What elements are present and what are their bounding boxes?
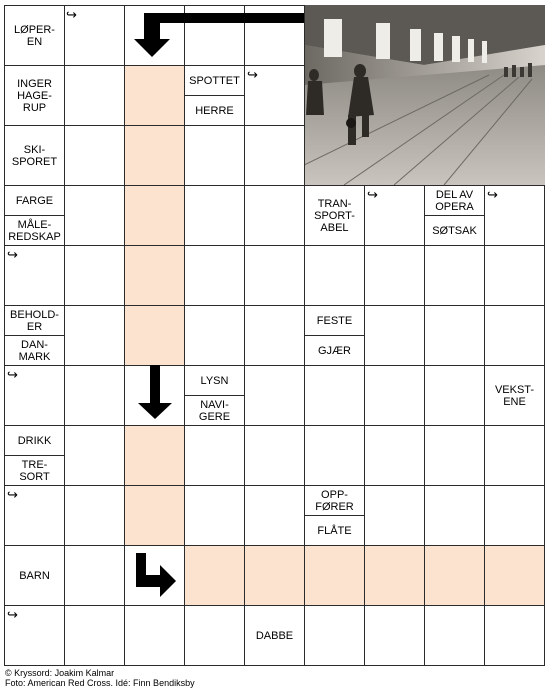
grid-cell[interactable] (424, 245, 485, 306)
clue-c3_6a: LYSN (185, 366, 244, 395)
crossword-grid (4, 5, 545, 665)
grid-cell[interactable] (484, 485, 545, 546)
clue-c0_5a: BEHOLD- ER (5, 306, 64, 335)
clue-c0_3a: FARGE (5, 186, 64, 215)
bowling-photo (304, 5, 545, 185)
clue-c0_1: INGER HAGE- RUP (5, 66, 64, 125)
grid-cell[interactable] (364, 245, 425, 306)
clue-c7_3a: DEL AV OPERA (425, 186, 484, 215)
grid-cell[interactable] (64, 605, 125, 666)
grid-cell[interactable] (244, 425, 305, 486)
grid-cell[interactable] (424, 365, 485, 426)
hook-arrow-icon: ↪ (7, 487, 18, 502)
clue-c0_7a: DRIKK (5, 426, 64, 455)
grid-cell[interactable] (484, 305, 545, 366)
clue-c0_2: SKI- SPORET (5, 126, 64, 185)
grid-cell[interactable] (364, 605, 425, 666)
credit-crossword: © Kryssord: Joakim Kalmar (5, 668, 115, 678)
clue-c5_5b: GJÆR (305, 335, 364, 365)
clue-c3_6b: NAVI- GERE (185, 395, 244, 425)
clue-c7_3b: SØTSAK (425, 215, 484, 245)
grid-cell[interactable] (184, 605, 245, 666)
grid-cell[interactable] (364, 485, 425, 546)
grid-cell[interactable] (484, 605, 545, 666)
clue-c0_5b: DAN- MARK (5, 335, 64, 365)
grid-cell[interactable] (424, 485, 485, 546)
grid-cell[interactable] (304, 245, 365, 306)
grid-cell[interactable] (364, 305, 425, 366)
clue-c8_6: VEKST- ENE (485, 366, 544, 425)
grid-cell[interactable] (364, 365, 425, 426)
hook-arrow-icon: ↪ (7, 607, 18, 622)
hook-arrow-icon: ↪ (487, 187, 498, 202)
grid-cell[interactable] (304, 365, 365, 426)
clue-c5_8a: OPP- FØRER (305, 486, 364, 515)
clue-c5_5a: FESTE (305, 306, 364, 335)
grid-cell[interactable] (424, 605, 485, 666)
grid-cell[interactable] (484, 545, 545, 606)
clue-c0_7b: TRE- SORT (5, 455, 64, 485)
grid-cell[interactable] (124, 605, 185, 666)
hook-arrow-icon: ↪ (7, 367, 18, 382)
grid-cell[interactable] (484, 245, 545, 306)
clue-c3_1a: SPOTTET (185, 66, 244, 95)
hook-arrow-icon: ↪ (367, 187, 378, 202)
clue-c0_9: BARN (5, 546, 64, 605)
grid-cell[interactable] (364, 425, 425, 486)
credit-photo: Foto: American Red Cross. Idé: Finn Bendiksby (5, 678, 195, 688)
grid-cell[interactable] (484, 425, 545, 486)
grid-cell[interactable] (424, 305, 485, 366)
grid-cell[interactable] (304, 425, 365, 486)
clue-c0_3b: MÅLE- REDSKAP (5, 215, 64, 245)
hook-arrow-icon: ↪ (66, 7, 77, 22)
credits (5, 668, 195, 688)
turn-right-arrow-icon (4, 5, 204, 605)
grid-cell[interactable] (244, 545, 305, 606)
grid-cell[interactable] (304, 545, 365, 606)
grid-cell[interactable] (244, 485, 305, 546)
hook-arrow-icon: ↪ (7, 247, 18, 262)
clue-c4_10: DABBE (245, 606, 304, 665)
clue-c3_1b: HERRE (185, 95, 244, 125)
clue-c5_8b: FLÅTE (305, 515, 364, 545)
clue-c0_0: LØPER- EN (5, 6, 64, 65)
grid-cell[interactable] (364, 545, 425, 606)
grid-cell[interactable] (424, 545, 485, 606)
hook-arrow-icon: ↪ (247, 67, 258, 82)
clue-c5_3: TRAN- SPORT- ABEL (305, 186, 364, 245)
grid-cell[interactable] (424, 425, 485, 486)
grid-cell[interactable] (304, 605, 365, 666)
